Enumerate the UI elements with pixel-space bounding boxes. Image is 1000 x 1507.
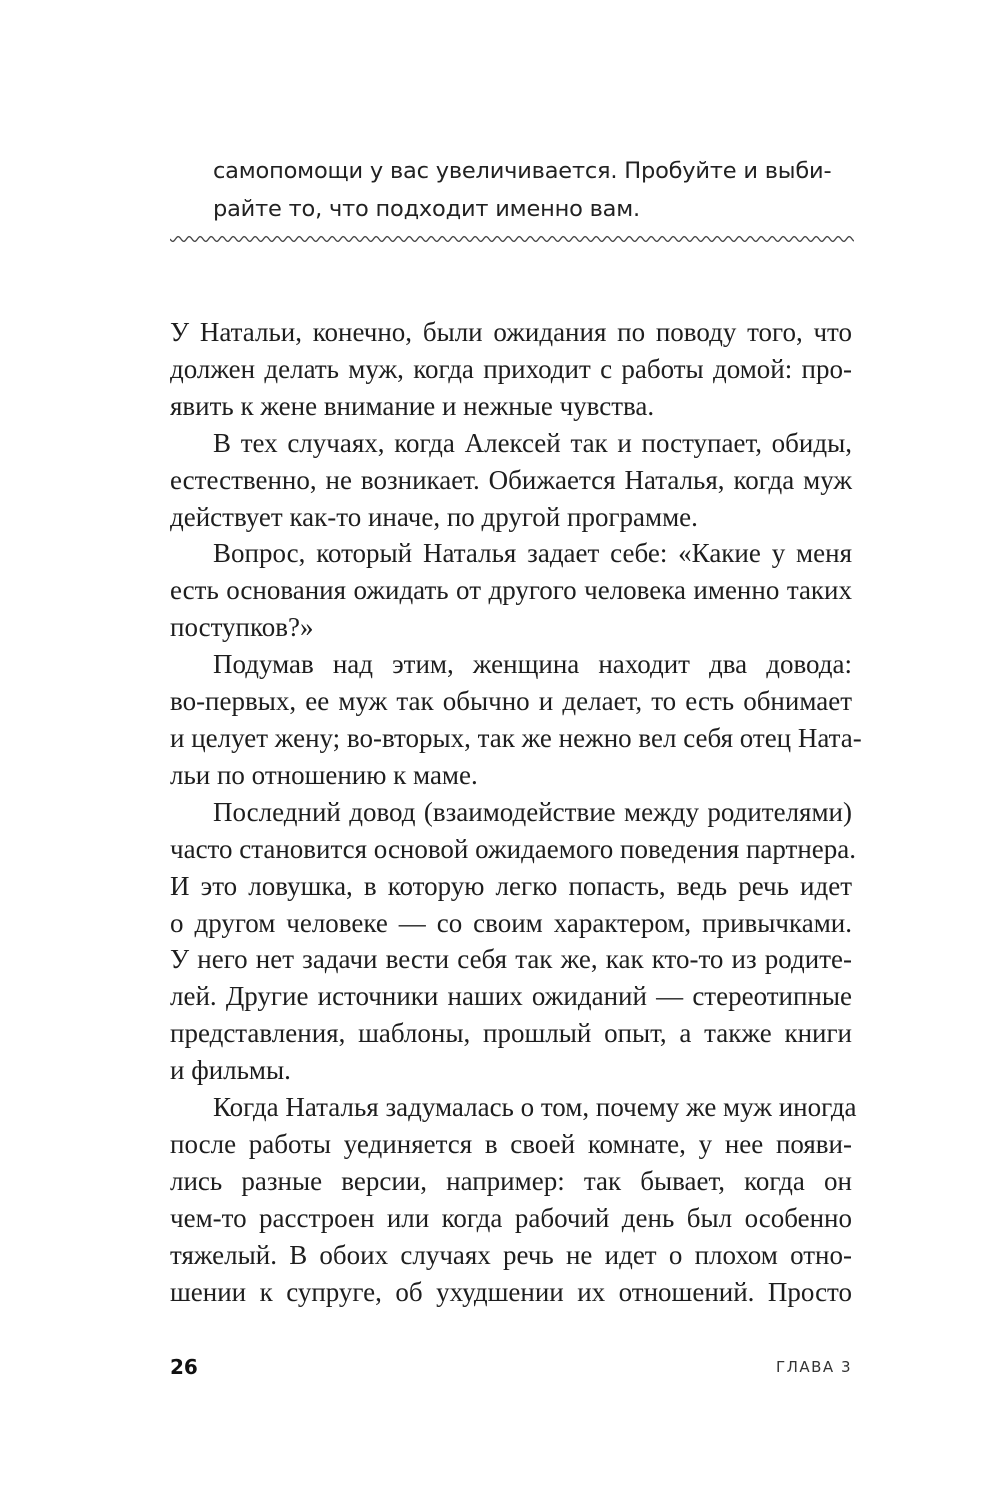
paragraph-line: шении к супруге, об ухудшении их отношений. Просто [170, 1276, 852, 1307]
paragraph-line: И это ловушка, в которую легко попасть, ведь речь идет [170, 870, 852, 901]
paragraph-line: и целует жену; во-вторых, так же нежно вел себя отец Ната- [170, 722, 862, 753]
paragraph-line: лись разные версии, например: так бывает, когда он [170, 1165, 852, 1196]
page-number: 26 [170, 1355, 198, 1379]
inset-line: самопомощи у вас увеличивается. Пробуйте и выби- [213, 158, 832, 184]
paragraph-line: действует как-то иначе, по другой программе. [170, 501, 698, 532]
paragraph-line: Вопрос, который Наталья задает себе: «Какие у меня [213, 538, 852, 569]
paragraph-line: есть основания ожидать от другого человека именно таких [170, 575, 852, 606]
paragraph-line: представления, шаблоны, прошлый опыт, а также книги [170, 1018, 852, 1049]
paragraph-line: тяжелый. В обоих случаях речь не идет о плохом отно- [170, 1239, 852, 1270]
paragraph-line: чем-то расстроен или когда рабочий день был особенно [170, 1202, 852, 1233]
paragraph-line: во-первых, ее муж так обычно и делает, то есть обнимает [170, 686, 852, 717]
paragraph-line: естественно, не возникает. Обижается Наталья, когда муж [170, 464, 852, 495]
paragraph-line: льи по отношению к маме. [170, 759, 478, 790]
paragraph-line: после работы уединяется в своей комнате, у нее появи- [170, 1128, 852, 1159]
paragraph-line: должен делать муж, когда приходит с работы домой: про- [170, 353, 852, 384]
paragraph-line: о другом человеке — со своим характером, привычками. [170, 907, 852, 938]
paragraph-line: часто становится основой ожидаемого поведения партнера. [170, 833, 857, 864]
paragraph-line: поступков?» [170, 612, 314, 643]
paragraph-line: явить к жене внимание и нежные чувства. [170, 390, 655, 421]
paragraph-line: В тех случаях, когда Алексей так и поступает, обиды, [213, 427, 852, 458]
paragraph-line: Подумав над этим, женщина находит два довода: [213, 649, 852, 680]
paragraph-line: и фильмы. [170, 1055, 291, 1086]
paragraph-line: Когда Наталья задумалась о том, почему же муж иногда [213, 1092, 857, 1123]
inset-line: райте то, что подходит именно вам. [213, 196, 640, 222]
wavy-divider [170, 232, 854, 246]
inset-box-text [213, 152, 853, 228]
paragraph-line: Последний довод (взаимодействие между родителями) [213, 796, 852, 827]
body-text [170, 314, 862, 1310]
paragraph-line: У него нет задачи вести себя так же, как кто-то из родите- [170, 944, 852, 975]
paragraph-line: У Натальи, конечно, были ожидания по поводу того, что [170, 317, 852, 347]
running-head: ГЛАВА 3 [775, 1358, 852, 1376]
paragraph-line: лей. Другие источники наших ожиданий — стереотипные [170, 981, 852, 1012]
